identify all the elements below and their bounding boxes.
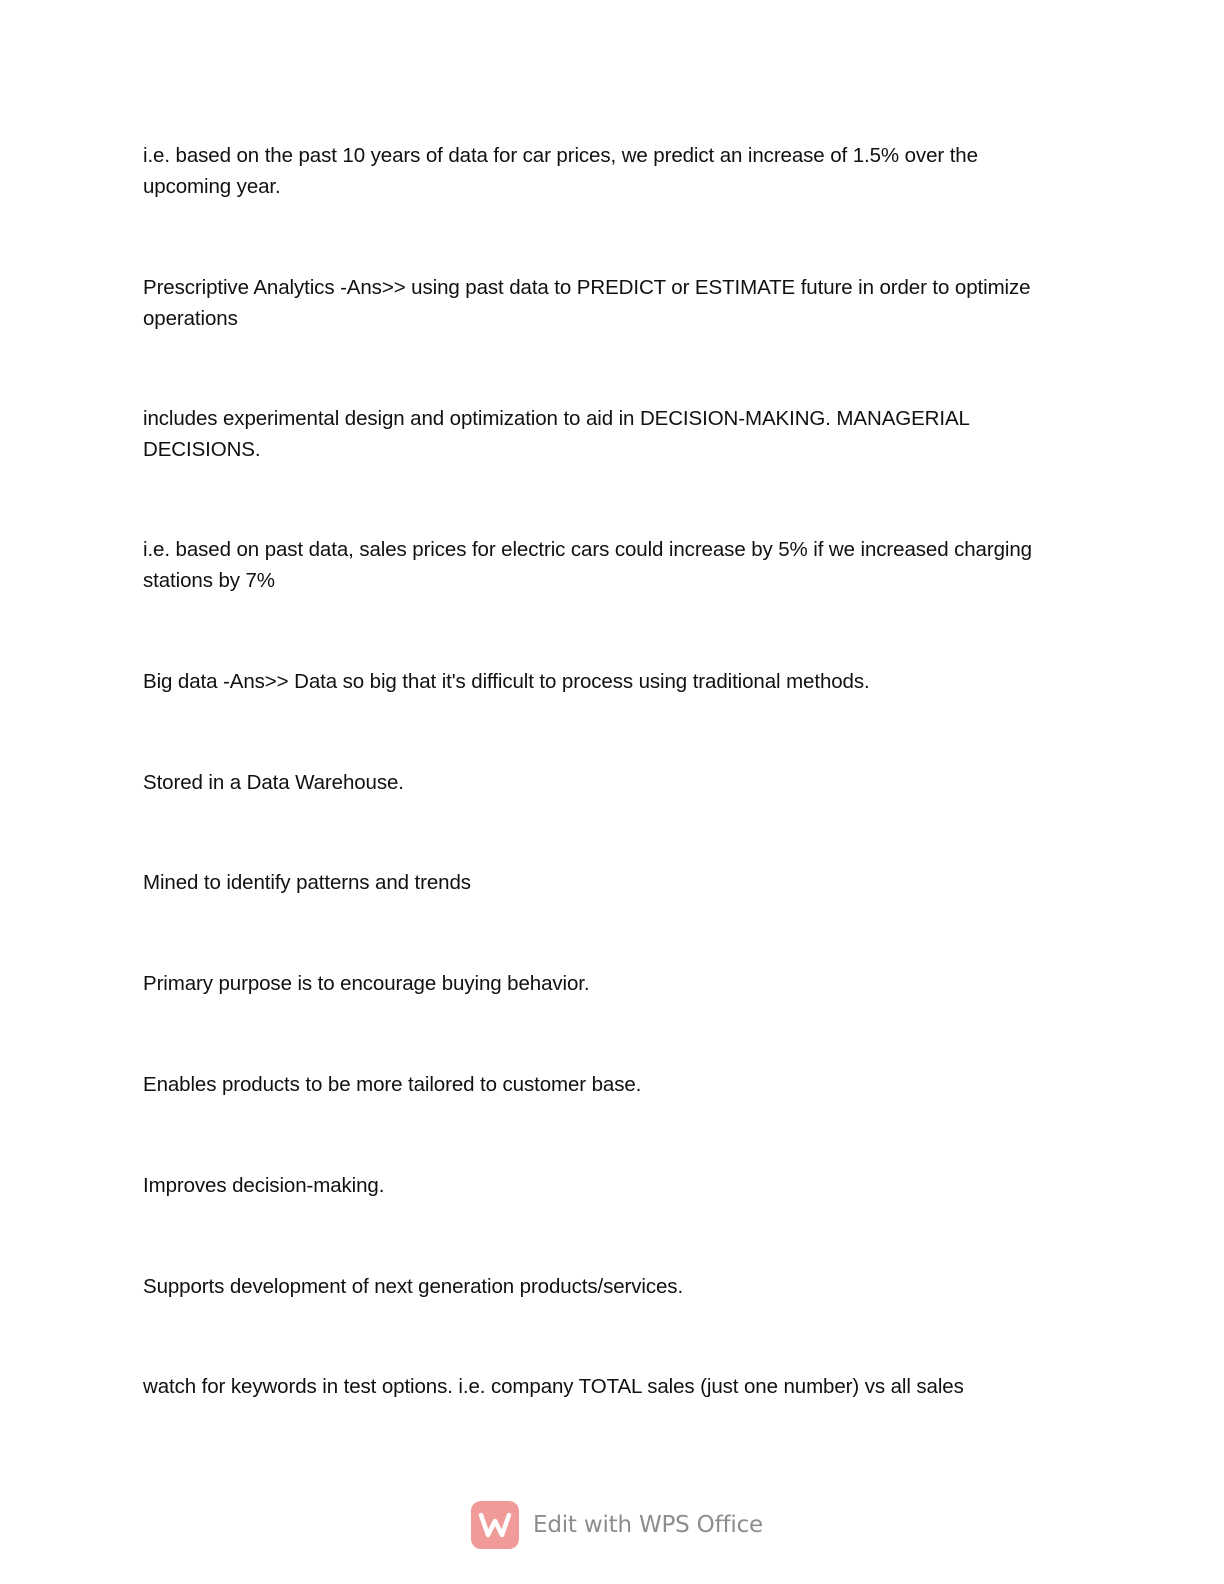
paragraph-8: Primary purpose is to encourage buying behavior. [143, 972, 590, 995]
wps-logo-icon [471, 1501, 519, 1549]
paragraph-10: Improves decision-making. [143, 1174, 385, 1197]
paragraph-7: Mined to identify patterns and trends [143, 871, 471, 894]
paragraph-3: includes experimental design and optimization to aid in DECISION-MAKING. MANAGERIAL DECISIONS. [143, 407, 970, 461]
paragraph-12: watch for keywords in test options. i.e. company TOTAL sales (just one number) vs all sales [143, 1375, 964, 1398]
paragraph-9: Enables products to be more tailored to customer base. [143, 1073, 642, 1096]
paragraph-4: i.e. based on past data, sales prices for electric cars could increase by 5% if we increased charging stations by 7% [143, 538, 1032, 592]
wps-edit-label: Edit with WPS Office [533, 1512, 763, 1538]
wps-edit-banner[interactable] [471, 1500, 763, 1550]
paragraph-11: Supports development of next generation products/services. [143, 1275, 684, 1298]
paragraph-5: Big data -Ans>> Data so big that it's difficult to process using traditional methods. [143, 670, 870, 693]
paragraph-2: Prescriptive Analytics -Ans>> using past data to PREDICT or ESTIMATE future in order to optimize operations [143, 276, 1031, 330]
paragraph-6: Stored in a Data Warehouse. [143, 771, 404, 794]
paragraph-1: i.e. based on the past 10 years of data for car prices, we predict an increase of 1.5% over the upcoming year. [143, 144, 978, 198]
